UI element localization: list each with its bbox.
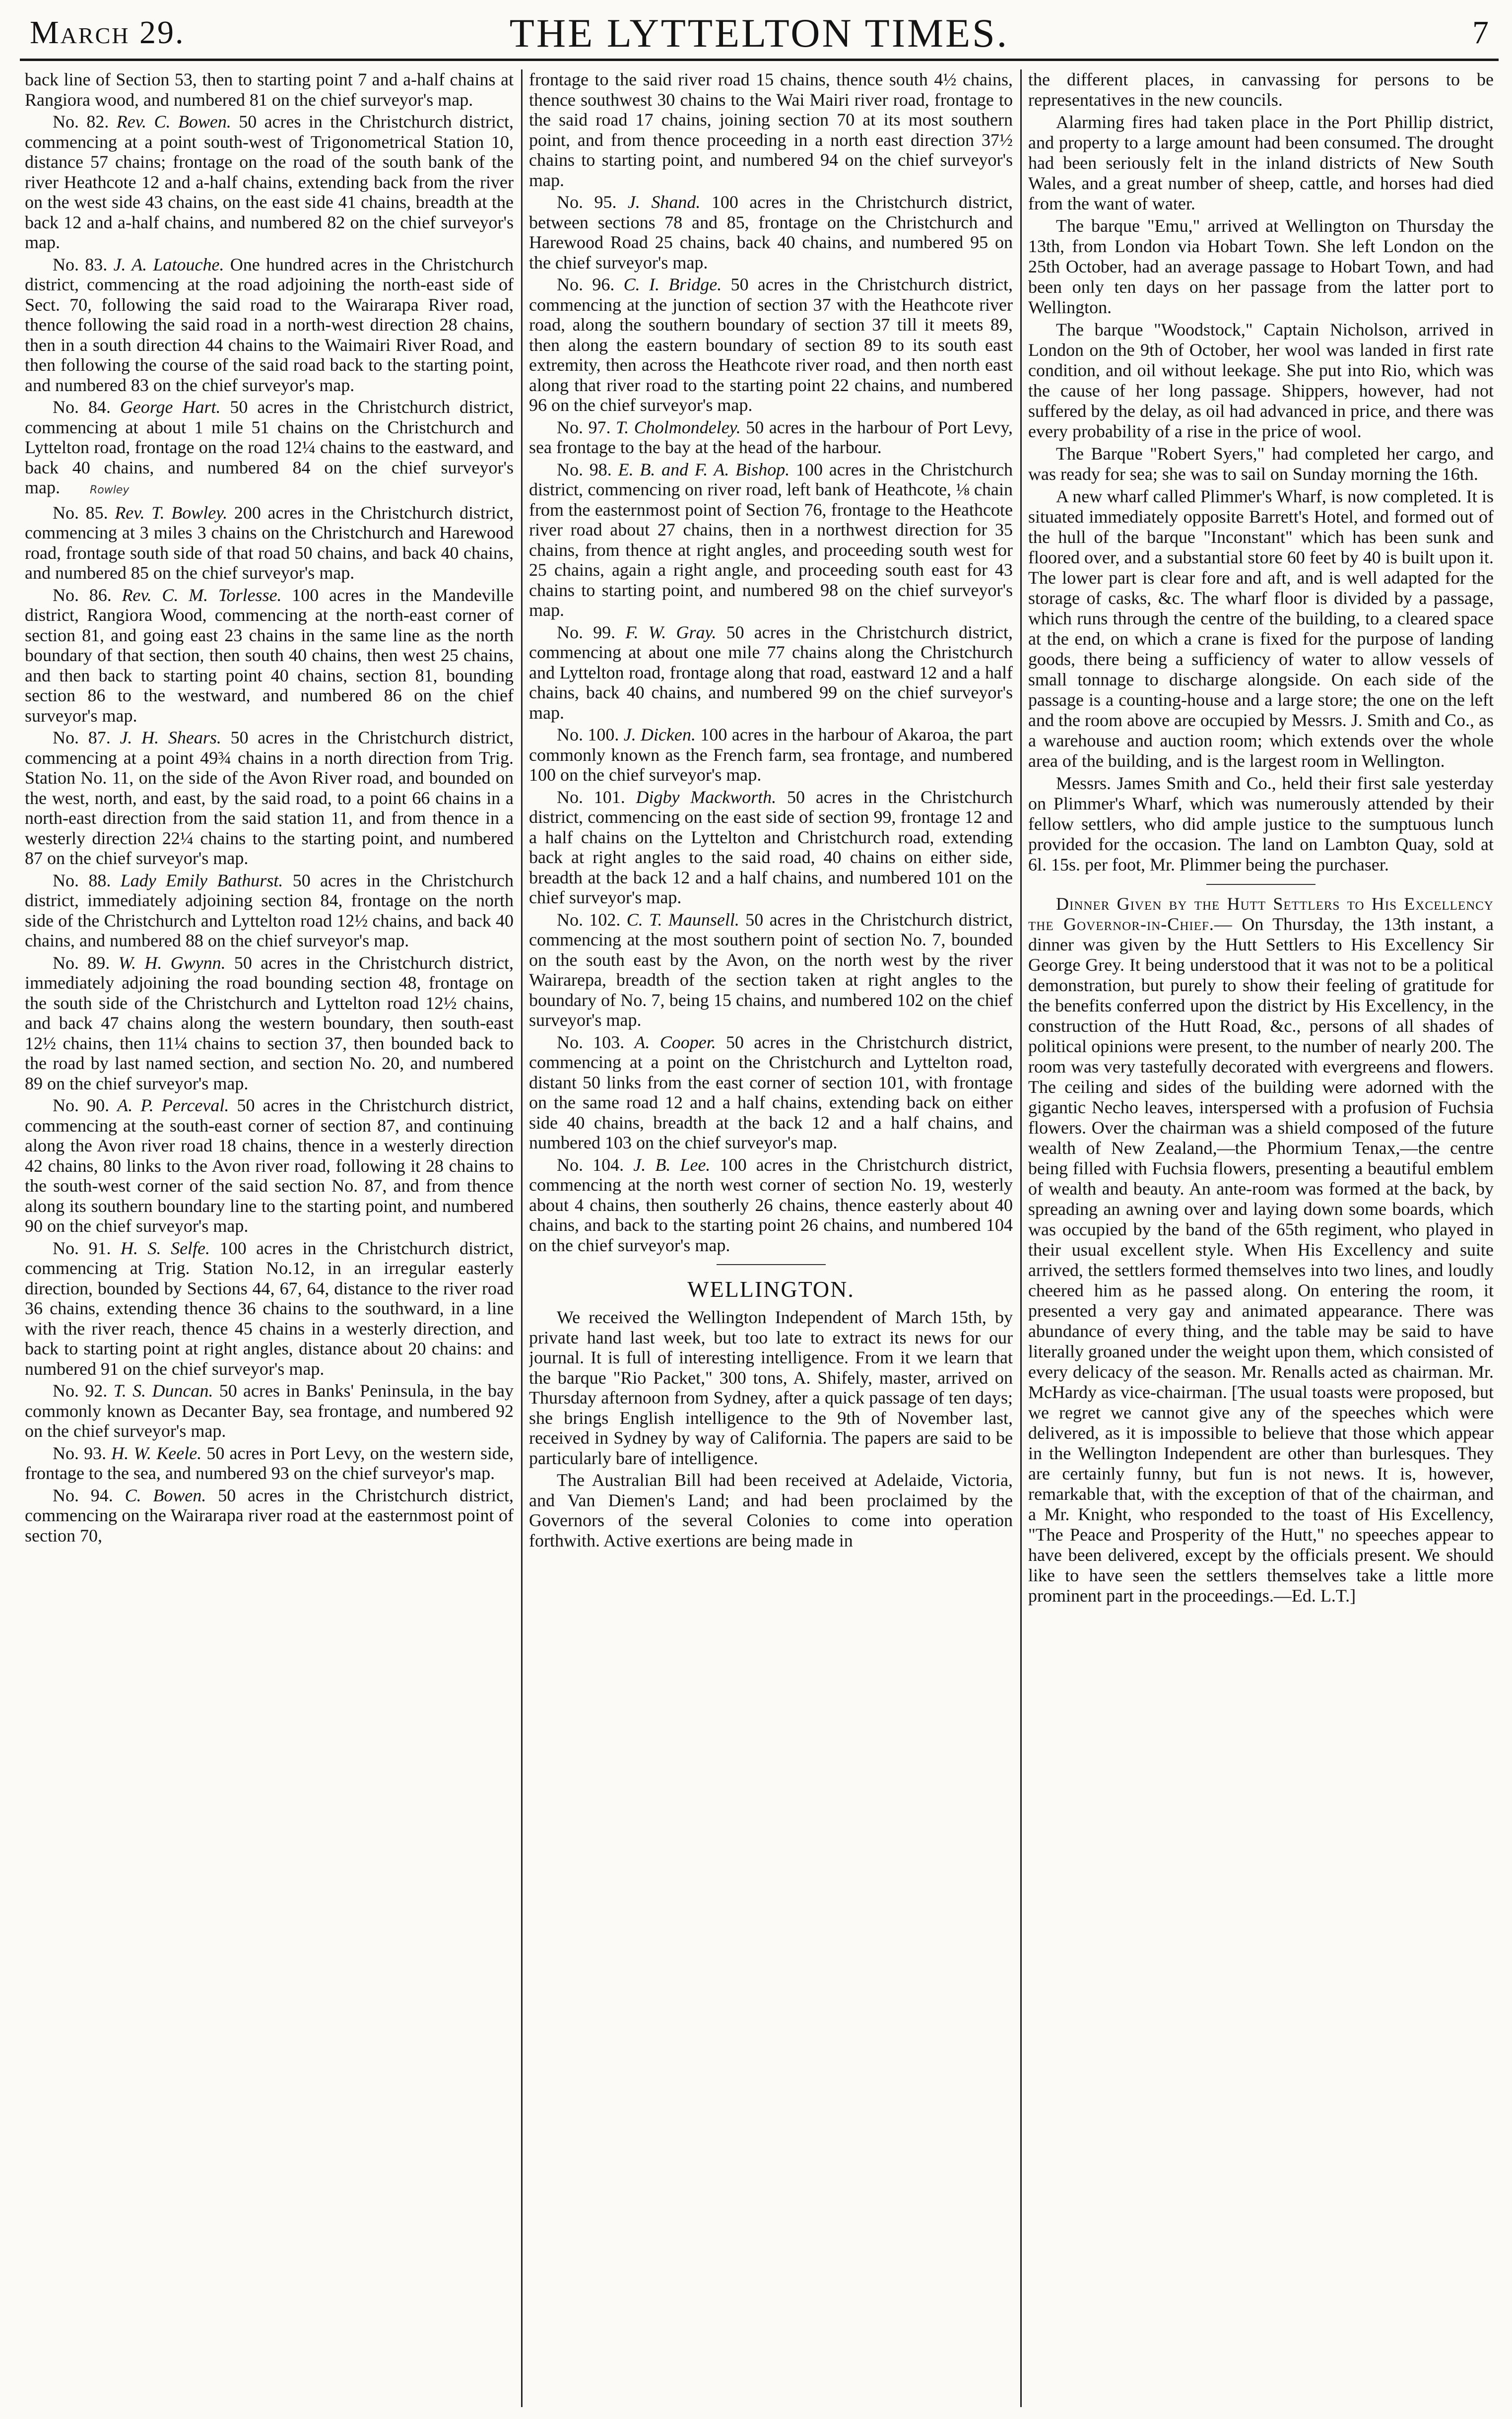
page-columns	[25, 69, 1494, 2402]
section-number: No. 104.	[557, 1154, 634, 1175]
section-description: 100 acres in the Christchurch district, commencing at the north west corner of section No. 19, westerly about 4 chains, then southerly 26 chains, thence easterly about 40 chains, and back to the starting point 26 chains, and numbered 104 on the chief surveyor's map.	[529, 1154, 1013, 1255]
dinner-article	[1028, 894, 1494, 1606]
dinner-heading: Dinner Given by the Hutt Settlers to His Excellency the Governor-in-Chief.—	[1028, 894, 1494, 934]
grantee-name: J. B. Lee.	[633, 1154, 720, 1175]
section-rule	[717, 1264, 826, 1265]
section-number: No. 93.	[53, 1443, 112, 1463]
masthead-rule	[20, 59, 1499, 61]
grantee-name: F. W. Gray.	[625, 622, 726, 642]
land-section-entry	[25, 397, 514, 501]
grantee-name: H. W. Keele.	[111, 1443, 207, 1463]
section-number: No. 96.	[557, 274, 624, 294]
land-section-entry	[25, 953, 514, 1094]
section-number: No. 85.	[53, 502, 115, 523]
handwritten-annotation: Rowley	[89, 484, 130, 496]
section-description: 50 acres in the Christchurch district, immediately adjoining section 84, frontage on the north side of the Christchurch and Lyttelton road 12½ chains, and back 40 chains, and numbered 88 on the chief surveyor's map.	[25, 870, 514, 950]
news-paragraph: The barque "Emu," arrived at Wellington on Thursday the 13th, from London via Hobart Town. She left London on the 25th October, had an average passage to Hobart Town, and had been only ten days on her passage from the latter port to Wellington.	[1028, 216, 1494, 317]
section-description: frontage to the said river road 15 chains, thence south 4½ chains, thence southwest 30 chains to the Wai Mairi river road, frontage to the said road 17 chains, joining section 70 at its most southern point, and from thence proceeding in a north east direction 37½ chains to starting point, and numbered 94 on the chief surveyor's map.	[529, 69, 1013, 190]
column-land-sections-1	[25, 69, 514, 2402]
column-divider	[1020, 69, 1022, 2407]
grantee-name: C. T. Maunsell.	[626, 909, 746, 930]
grantee-name: Rev. T. Bowley.	[115, 502, 234, 523]
section-number: No. 82.	[53, 112, 117, 132]
section-number: No. 98.	[557, 459, 618, 479]
grantee-name: A. P. Perceval.	[117, 1095, 237, 1115]
land-section-entry	[529, 910, 1013, 1030]
section-description: 100 acres in the Christchurch district, commencing at Trig. Station No.12, in an irregular easterly direction, bounded by Sections 44, 67, 64, distance to the river road 36 chains, extending thence 36 chains to the southward, in a line with the river reach, thence 45 chains in a westerly direction, and back to starting point at right angles, distance about 20 chains: and numbered 91 on the chief surveyor's map.	[25, 1238, 514, 1379]
land-section-entry	[529, 192, 1013, 272]
section-number: No. 88.	[53, 870, 121, 890]
grantee-name: A. Cooper.	[634, 1032, 726, 1052]
column-land-sections-2	[529, 69, 1013, 2402]
section-description: 50 acres in the Christchurch district, commencing on the east side of section 99, frontage 12 and a half chains on the Lyttelton and Christchurch road, extending back at right angles to the said road, 40 chains on either side, breadth at the back 12 and a half chains, and numbered 101 on the chief surveyor's map.	[529, 787, 1013, 907]
land-section-entry	[529, 787, 1013, 908]
land-section-entry	[25, 503, 514, 583]
section-description: 50 acres in the Christchurch district, commencing at the most southern point of section No. 7, bounded on the south east by the Avon, on the north west by the river Wairarepa, breadth of the section taken at right angles to the boundary of No. 7, being 15 chains, and numbered 102 on the chief surveyor's map.	[529, 909, 1013, 1030]
land-section-entry	[529, 69, 1013, 190]
section-description: 50 acres in the Christchurch district, commencing at the south-east corner of section 87, and continuing along the Avon river road 18 chains, thence in a westerly direction 42 chains, 80 links to the Avon river road, following it 28 chains to the south-west corner of the said section No. 87, and from thence along its southern boundary line to the starting point, and numbered 90 on the chief surveyor's map.	[25, 1095, 514, 1236]
section-description: 100 acres in the Christchurch district, commencing on river road, left bank of Heathcote, ⅛ chain from the easternmost point of Section 76, frontage to the Heathcote river road about 27 chains, then in a northwest direction for 35 chains, from thence at right angles, and proceeding south west for 25 chains, again a right angle, and proceeding south east for 43 chains to starting point, and numbered 98 on the chief surveyor's map.	[529, 459, 1013, 620]
section-description: 100 acres in the Christchurch district, between sections 78 and 85, frontage on the Christchurch and Harewood Road 25 chains, back 40 chains, and numbered 95 on the chief surveyor's map.	[529, 192, 1013, 272]
page-number: 7	[1472, 14, 1489, 51]
newspaper-title: THE LYTTELTON TIMES.	[509, 10, 1009, 56]
land-section-entry	[529, 1155, 1013, 1256]
land-section-entry	[25, 1443, 514, 1483]
section-number: No. 99.	[557, 622, 626, 642]
grantee-name: T. Cholmondeley.	[615, 417, 746, 437]
land-section-entry	[25, 1238, 514, 1379]
section-description: One hundred acres in the Christchurch district, commencing at the road adjoining the north-east side of Sect. 70, following the said road to the Wairarapa River road, thence following the said road in a north-west direction 28 chains, then in a south direction 44 chains to the Waimairi River Road, and then following the course of the said road back to the starting point, and numbered 83 on the chief surveyor's map.	[25, 254, 514, 395]
section-number: No. 103.	[557, 1032, 635, 1052]
wellington-paragraph: The Australian Bill had been received at Adelaide, Victoria, and Van Diemen's Land; and had been proclaimed by the Governors of the several Colonies to come into operation forthwith. Active exertions are being made in	[529, 1470, 1013, 1550]
masthead	[20, 5, 1499, 57]
wellington-article	[529, 1307, 1013, 1550]
section-rule	[1206, 884, 1315, 885]
land-section-entry	[529, 725, 1013, 785]
land-section-entry	[25, 255, 514, 396]
news-paragraph: the different places, in canvassing for persons to be representatives in the new councils.	[1028, 69, 1494, 110]
column-divider	[521, 69, 523, 2407]
news-paragraph: A new wharf called Plimmer's Wharf, is now completed. It is situated immediately opposite Barrett's Hotel, and formed out of the hull of the barque "Inconstant" which has been sunk and floored over, and a substantial store 60 feet by 40 is built upon it. The lower part is clear fore and aft, and is well adapted for the storage of casks, &c. The wharf floor is divided by a passage, which runs through the centre of the building, to a cleared space at the end, on which a crane is fixed for the purpose of landing goods, there being a sufficiency of water to allow vessels of small tonnage to discharge alongside. On each side of the passage is a counting-house and a large store; the one on the left and the room above are occupied by Messrs. J. Smith and Co., as a warehouse and auction room; which extends over the whole area of the building, and is the largest room in Wellington.	[1028, 486, 1494, 771]
news-paragraph: The barque "Woodstock," Captain Nicholson, arrived in London on the 9th of October, her wool was landed in first rate condition, and oil without leekage. She put into Rio, which was the cause of her long passage. Shippers, however, had not suffered by the delay, as oil had advanced in price, and there was every probability of a rise in the price of wool.	[1028, 320, 1494, 441]
section-description: 50 acres in the Christchurch district, commencing at the junction of section 37 with the Heathcote river road, along the southern boundary of section 37 till it meets 89, then along the eastern boundary of section 89 to its south east extremity, then across the Heathcote river road, and then north east along that river road to the starting point 22 chains, and numbered 96 on the chief surveyor's map.	[529, 274, 1013, 415]
section-number: No. 90.	[53, 1095, 118, 1115]
section-number: No. 92.	[53, 1381, 114, 1401]
section-number: No. 87.	[53, 728, 120, 747]
grantee-name: W. H. Gwynn.	[118, 952, 234, 973]
grantee-name: Digby Mackworth.	[636, 787, 788, 807]
grantee-name: T. S. Duncan.	[113, 1381, 219, 1401]
section-number: No. 89.	[53, 952, 119, 973]
section-description: 50 acres in the Christchurch district, commencing at a point south-west of Trigonometrical Station 10, distance 57 chains; frontage on the road of the south bank of the river Heathcote 12 and a-half chains, extending back from the river on the west side 43 chains, on the east side 41 chains, breadth at the back 12 and a-half chains, and numbered 82 on the chief surveyor's map.	[25, 112, 514, 252]
land-section-entry	[25, 728, 514, 869]
land-section-entry	[529, 417, 1013, 458]
dinner-text: On Thursday, the 13th instant, a dinner was given by the Hutt Settlers to His Excellency Sir George Grey. It being understood that it was not to be a political demonstration, but purely to show their feeling of gratitude for the benefits conferred upon the district by His Excellency, in the construction of the Hutt Road, &c., persons of all shades of political opinions were present, to the number of nearly 200. The room was very tastefully decorated with evergreens and flowers. The ceiling and sides of the building were adorned with the gigantic Necho leaves, interspersed with a profusion of Fuchsia flowers. Over the chairman was a shield composed of the future wealth of New Zealand,—the Phormium Tenax,—the centre being filled with Fuchsia flowers, presenting a beautiful emblem of wealth and beauty. An ante-room was formed at the back, by spreading an awning over and laying down some boards, which was occupied by the band of the 65th regiment, who played in their usual excellent style. When His Excellency and suite arrived, the settlers formed themselves into two lines, and loudly cheered him as he passed along. On entering the room, it presented a very gay and animated appearance. There was abundance of every thing, and the table may be said to have literally groaned under the weight upon them, which consisted of every delicacy of the season. Mr. Renalls acted as chairman. Mr. McHardy as vice-chairman. [The usual toasts were proposed, but we regret we cannot give any of the speeches which were delivered, as it is impossible to believe that those which appear in the Wellington Independent are other than burlesques. They are certainly funny, but fun is not news. It is, however, remarkable that, with the exception of that of the chairman, and a Mr. Knight, who responded to the toast of His Excellency, "The Peace and Prosperity of the Hutt," no speeches appear to have been delivered, except by the officials present. We should like to have seen the settlers themselves take a little more prominent part in the proceedings.—Ed. L.T.]	[1028, 914, 1494, 1606]
section-number: No. 94.	[53, 1485, 125, 1505]
section-description: 50 acres in Port Levy, on the western side, frontage to the sea, and numbered 93 on the chief surveyor's map.	[25, 1443, 514, 1483]
grantee-name: J. A. Latouche.	[113, 254, 230, 274]
section-number: No. 86.	[53, 585, 122, 605]
land-section-entry	[25, 1485, 514, 1546]
news-paragraph: The Barque "Robert Syers," had completed her cargo, and was ready for sea; she was to sail on Sunday morning the 16th.	[1028, 444, 1494, 484]
section-description: 50 acres in the Christchurch district, commencing at a point 49¾ chains in a north direction from Trig. Station No. 11, on the side of the Avon River road, and bounded on the west, north, and east, by the said road, to a point 66 chains in a north-east direction from the said station 11, and from thence in a westerly direction 22¼ chains to the starting point, and numbered 87 on the chief surveyor's map.	[25, 728, 514, 868]
section-description: 50 acres in the Christchurch district, immediately adjoining the road bounding section 48, frontage on the south side of the Christchurch and Lyttelton road 12½ chains, and back 47 chains along the western boundary, then south-east 12½ chains, then 11¼ chains to section 37, then bounded back to the road by last named section, and section No. 20, and numbered 89 on the chief surveyor's map.	[25, 952, 514, 1093]
wellington-heading: WELLINGTON.	[687, 1277, 855, 1302]
section-description: back line of Section 53, then to starting point 7 and a-half chains at Rangiora wood, and numbered 81 on the chief surveyor's map.	[25, 69, 514, 110]
land-section-entry	[25, 112, 514, 253]
section-number: No. 83.	[53, 254, 114, 274]
grantee-name: J. H. Shears.	[120, 728, 231, 747]
news-paragraph: Messrs. James Smith and Co., held their first sale yesterday on Plimmer's Wharf, which was numerously attended by their fellow settlers, who did ample justice to the sumptuous lunch provided for the occasion. The land on Lambton Quay, sold at 6l. 15s. per foot, Mr. Plimmer being the purchaser.	[1028, 773, 1494, 874]
land-section-entry	[25, 871, 514, 951]
grantee-name: C. I. Bridge.	[623, 274, 731, 294]
issue-date: March 29.	[30, 14, 185, 51]
section-number: No. 101.	[557, 787, 636, 807]
section-number: No. 95.	[557, 192, 628, 212]
land-section-entry	[529, 274, 1013, 415]
section-description: 50 acres in the Christchurch district, commencing on the Wairarapa river road at the easternmost point of section 70,	[25, 1485, 514, 1545]
land-section-entry	[529, 460, 1013, 620]
land-section-entry	[25, 1381, 514, 1441]
section-description: 50 acres in the Christchurch district, commencing at about 1 mile 51 chains on the Christchurch and Lyttelton road, frontage on the road 12¼ chains to the eastward, and back 40 chains, and numbered 84 on the chief surveyor's map.	[25, 397, 514, 497]
grantee-name: Rev. C. Bowen.	[116, 112, 239, 132]
section-number: No. 102.	[557, 909, 627, 930]
section-number: No. 91.	[53, 1238, 121, 1258]
section-description: 200 acres in the Christchurch district, commencing at 3 miles 3 chains on the Christchurch and Harewood road, frontage south side of that road 50 chains, and back 40 chains, and numbered 85 on the chief surveyor's map.	[25, 502, 514, 583]
grantee-name: Lady Emily Bathurst.	[120, 870, 293, 890]
grantee-name: C. Bowen.	[125, 1485, 218, 1505]
grantee-name: George Hart.	[120, 397, 230, 417]
grantee-name: J. Shand.	[627, 192, 712, 212]
section-description: 50 acres in Banks' Peninsula, in the bay commonly known as Decanter Bay, sea frontage, and numbered 92 on the chief surveyor's map.	[25, 1381, 514, 1441]
section-description: 50 acres in the Christchurch district, commencing at a point on the Christchurch and Lyttelton road, distant 50 links from the east corner of section 101, with frontage on the same road 12 and a half chains, extending back on either side 40 chains, breadth at the back 12 and a half chains, and numbered 103 on the chief surveyor's map.	[529, 1032, 1013, 1152]
wellington-paragraph: We received the Wellington Independent of March 15th, by private hand last week, but too late to extract its news for our journal. It is full of interesting intelligence. From it we learn that the barque "Rio Packet," 300 tons, A. Shifely, master, arrived on Thursday afternoon from Sydney, after a quick passage of ten days; she brings English intelligence to the 9th of November last, received in Sydney by way of California. The papers are said to be particularly bare of intelligence.	[529, 1307, 1013, 1468]
section-number: No. 97.	[557, 417, 616, 437]
section-number: No. 84.	[53, 397, 120, 417]
section-description: 100 acres in the Mandeville district, Rangiora Wood, commencing at the north-east corner of section 81, and going east 23 chains in the same line as the north boundary of that section, then south 40 chains, then west 25 chains, and then back to starting point 40 chains, section 81, bounding section 86 to the westward, and numbered 86 on the chief surveyor's map.	[25, 585, 514, 726]
grantee-name: Rev. C. M. Torlesse.	[122, 585, 292, 605]
grantee-name: J. Dicken.	[623, 725, 701, 744]
land-section-entry	[25, 1095, 514, 1236]
news-paragraph: Alarming fires had taken place in the Port Phillip district, and property to a large amount had been consumed. The drought had been seriously felt in the inland districts of New South Wales, and a great number of sheep, cattle, and horses had died from the want of water.	[1028, 112, 1494, 213]
section-description: 50 acres in the harbour of Port Levy, sea frontage to the bay at the head of the harbour.	[529, 417, 1013, 457]
land-section-entry	[25, 585, 514, 726]
section-number: No. 100.	[557, 725, 624, 744]
grantee-name: H. S. Selfe.	[121, 1238, 220, 1258]
land-section-entry	[529, 622, 1013, 723]
section-description: 50 acres in the Christchurch district, commencing at about one mile 77 chains along the Christchurch and Lyttelton road, frontage along that road, eastward 12 and a half chains, back 40 chains, and numbered 99 on the chief surveyor's map.	[529, 622, 1013, 723]
column-wellington-news	[1028, 69, 1494, 2402]
land-section-entry	[529, 1032, 1013, 1153]
land-section-entry	[25, 69, 514, 110]
grantee-name: E. B. and F. A. Bishop.	[618, 459, 796, 479]
section-description: 100 acres in the harbour of Akaroa, the part commonly known as the French farm, sea frontage, and numbered 100 on the chief surveyor's map.	[529, 725, 1013, 785]
